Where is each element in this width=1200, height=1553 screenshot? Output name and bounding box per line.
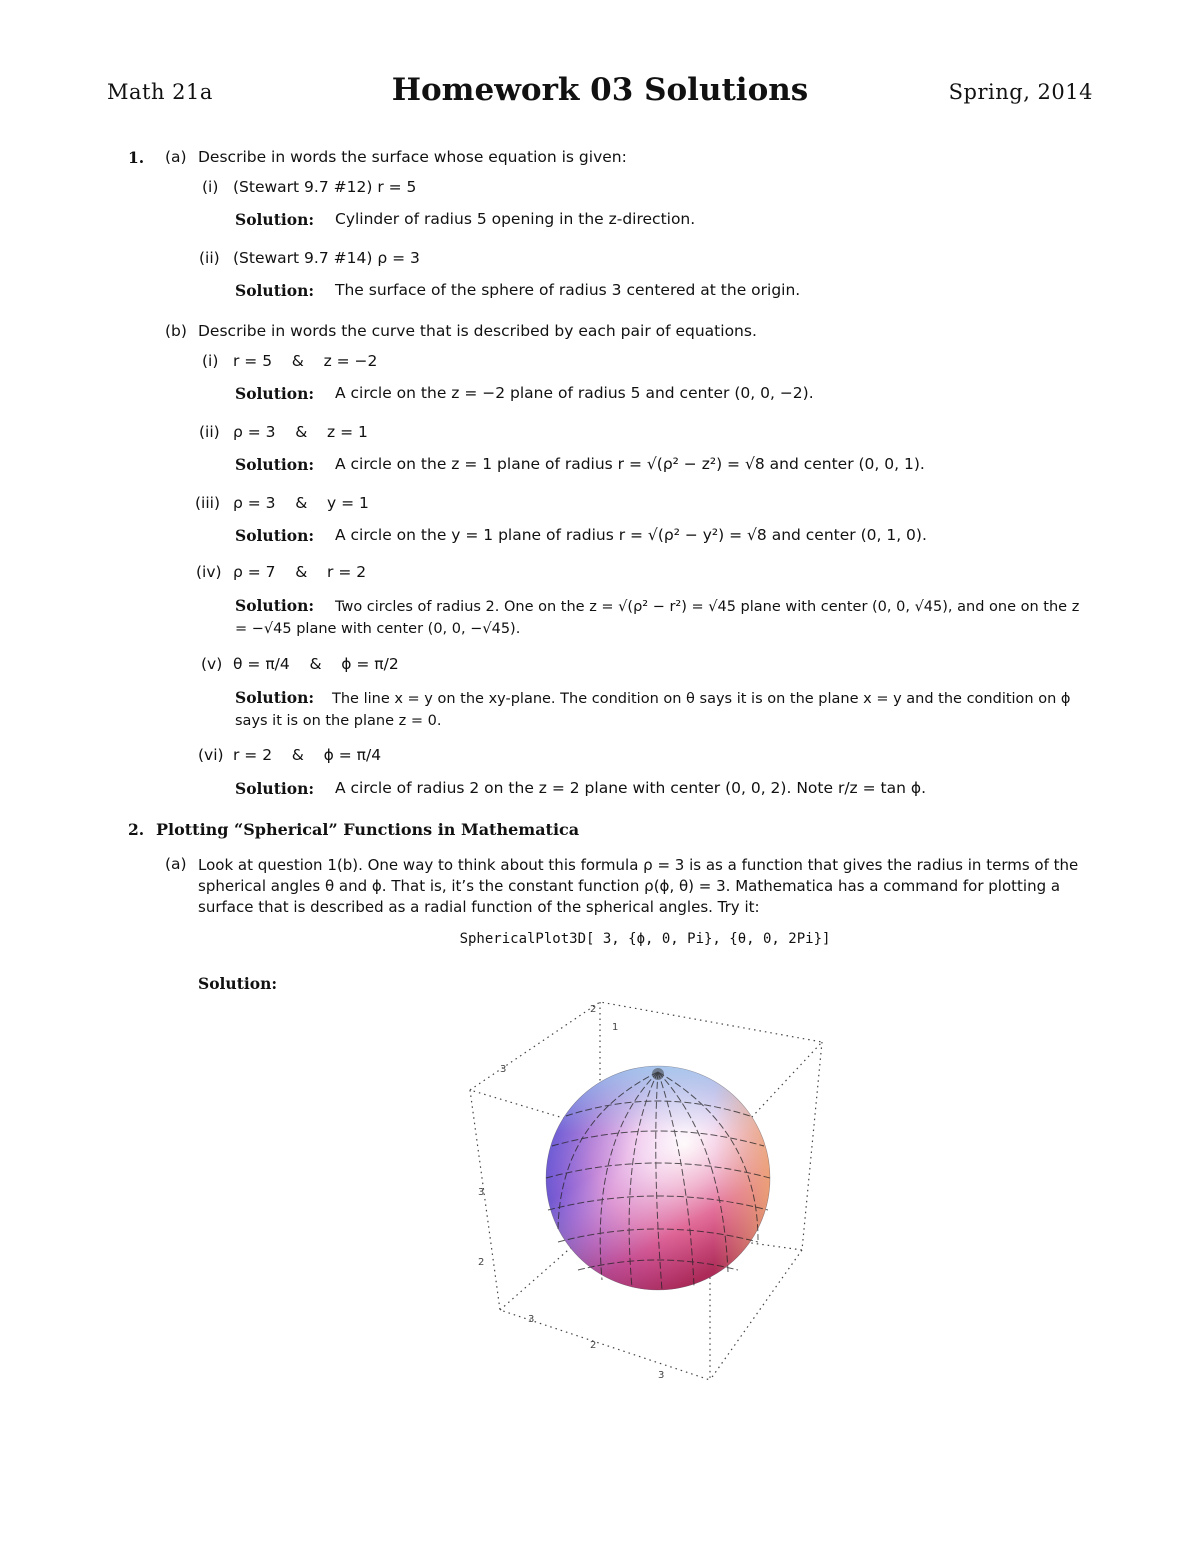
axis-tick-label: 2	[590, 1004, 597, 1015]
q1b-v-question: θ = π/4 & ϕ = π/2	[233, 655, 399, 673]
q1b-ii-question: ρ = 3 & z = 1	[233, 423, 368, 441]
q1b-iii-solution-label: Solution:	[235, 526, 315, 545]
q1a-i-question: (Stewart 9.7 #12) r = 5	[233, 178, 417, 196]
sphere-plot	[440, 990, 840, 1390]
q1a-ii-solution: The surface of the sphere of radius 3 centered at the origin.	[335, 281, 801, 299]
axis-tick-label: 3	[500, 1064, 507, 1075]
axis-tick-label: 2	[478, 1257, 485, 1268]
q1b-ii-solution: A circle on the z = 1 plane of radius r = √(ρ² − z²) = √8 and center (0, 0, 1).	[335, 455, 925, 473]
question-2-number: 2.	[128, 820, 145, 839]
q1b-iv-question: ρ = 7 & r = 2	[233, 563, 367, 581]
q1b-iii-question: ρ = 3 & y = 1	[233, 494, 369, 512]
axis-tick-label: 2	[590, 1340, 597, 1351]
sphere-pole	[652, 1068, 664, 1080]
q1b-i-solution: A circle on the z = −2 plane of radius 5 and center (0, 0, −2).	[335, 384, 814, 402]
q2a-text: Look at question 1(b). One way to think about this formula ρ = 3 is as a function that gives the radius in terms of the spherical angles θ and ϕ. That is, it’s the constant function ρ(ϕ, θ) = 3. Mathematica has a command for plotting a surface that is described as a radial function of the spherical angles. Try it:	[198, 856, 1079, 916]
q1b-i-question: r = 5 & z = −2	[233, 352, 378, 370]
q1a-ii-label: (ii)	[199, 249, 220, 267]
q1b-v-label: (v)	[201, 655, 223, 673]
term-label: Spring, 2014	[948, 80, 1093, 104]
q2a-label: (a)	[165, 855, 187, 873]
q1a-label: (a)	[165, 148, 187, 166]
axis-tick-label: 3	[478, 1187, 485, 1198]
q1a-prompt: Describe in words the surface whose equation is given:	[198, 148, 627, 166]
q1b-ii-solution-label: Solution:	[235, 455, 315, 474]
q1a-ii-solution-label: Solution:	[235, 281, 315, 300]
sphere-surface	[546, 1066, 770, 1290]
question-2-title: Plotting “Spherical” Functions in Mathematica	[156, 820, 580, 839]
q1b-vi-question: r = 2 & ϕ = π/4	[233, 746, 382, 764]
q1b-iii-solution: A circle on the y = 1 plane of radius r = √(ρ² − y²) = √8 and center (0, 1, 0).	[335, 526, 927, 544]
q1b-ii-label: (ii)	[199, 423, 220, 441]
question-1-number: 1.	[128, 148, 145, 167]
q1b-iv-solution: Two circles of radius 2. One on the z = √(ρ² − r²) = √45 plane with center (0, 0, √45), and one on the z = −√45 plane with center (0, 0, −√45).	[235, 599, 1080, 637]
q1b-vi-solution: A circle of radius 2 on the z = 2 plane with center (0, 0, 2). Note r/z = tan ϕ.	[335, 779, 926, 797]
q1b-label: (b)	[165, 322, 187, 340]
q1a-i-solution: Cylinder of radius 5 opening in the z-direction.	[335, 210, 696, 228]
q1b-iv-label: (iv)	[196, 563, 222, 581]
axis-tick-label: 1	[612, 1022, 619, 1033]
page-title: Homework 03 Solutions	[391, 72, 809, 108]
q1a-i-solution-label: Solution:	[235, 210, 315, 229]
q1b-vi-solution-label: Solution:	[235, 779, 315, 798]
q1b-prompt: Describe in words the curve that is described by each pair of equations.	[198, 322, 757, 340]
q1a-i-label: (i)	[202, 178, 219, 196]
course-label: Math 21a	[107, 80, 213, 104]
q1b-i-solution-label: Solution:	[235, 384, 315, 403]
q1b-iii-label: (iii)	[195, 494, 221, 512]
mathematica-code: SphericalPlot3D[ 3, {ϕ, 0, Pi}, {θ, 0, 2Pi}]	[459, 931, 831, 947]
q1b-iv-solution-label: Solution:	[235, 596, 315, 615]
q1a-ii-question: (Stewart 9.7 #14) ρ = 3	[233, 249, 420, 267]
q1b-i-label: (i)	[202, 352, 219, 370]
axis-tick-label: 3	[528, 1314, 535, 1325]
q2a-solution-label: Solution:	[198, 974, 278, 993]
axis-tick-label: 3	[658, 1370, 665, 1381]
q1b-vi-label: (vi)	[198, 746, 224, 764]
q1b-v-solution-label: Solution:	[235, 688, 315, 707]
q1b-v-solution: The line x = y on the xy-plane. The condition on θ says it is on the plane x = y and the condition on ϕ says it is on the plane z = 0.	[235, 691, 1071, 729]
